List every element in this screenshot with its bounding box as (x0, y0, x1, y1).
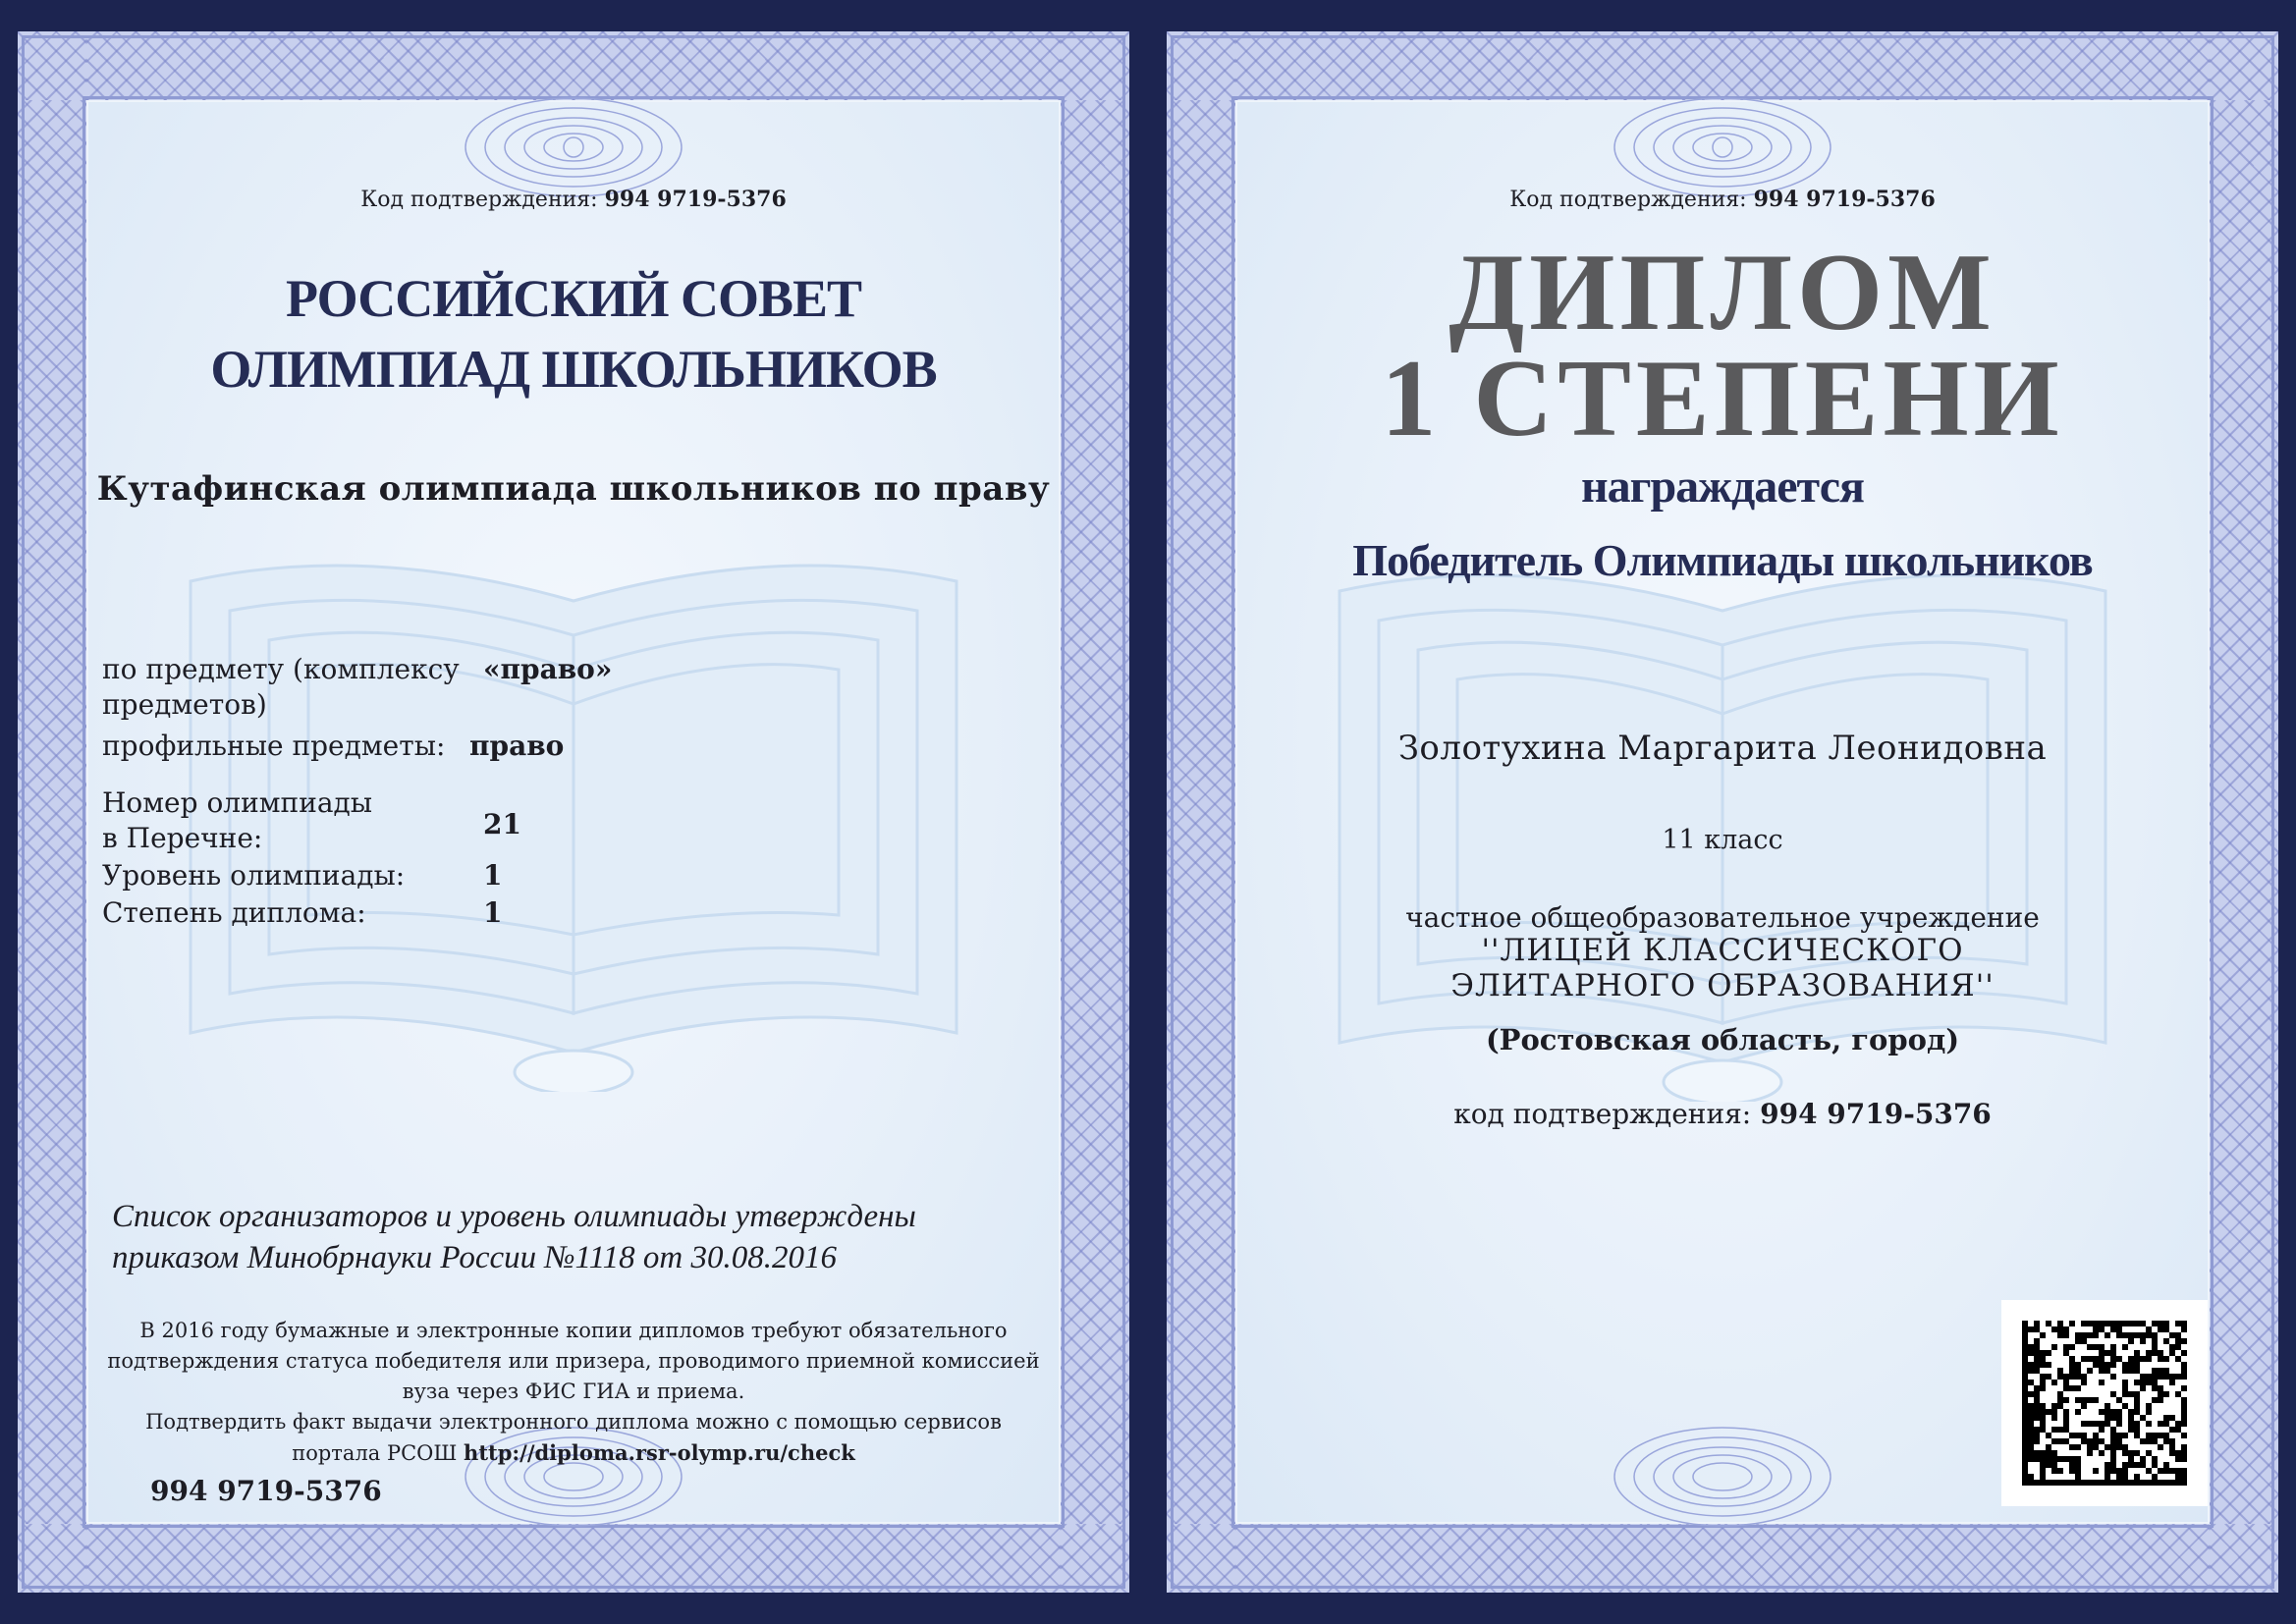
confirmation-code: 994 9719-5376 (604, 187, 787, 212)
diploma-title-line2: 1 СТЕПЕНИ (1381, 338, 2064, 460)
confirmation-code: 994 9719-5376 (1753, 187, 1936, 212)
subject-value-text: «право» (483, 653, 613, 685)
olympiad-number-label-line2: в Перечне: (102, 822, 263, 854)
diploma-title (1167, 232, 2278, 460)
diploma-left-page (18, 31, 1129, 1593)
order-note-line1: Список организаторов и уровень олимпиады утверждены (112, 1199, 916, 1234)
olympiad-number-value-text: 21 (483, 808, 521, 840)
diploma-degree-value (483, 895, 502, 931)
school-type: частное общеобразовательное учреждение (1405, 901, 2040, 934)
recipient-grade: 11 класс (1662, 825, 1783, 855)
diploma-degree-value-text: 1 (483, 896, 503, 929)
info-line5 (77, 1437, 1070, 1469)
olympiad-number-value (483, 807, 521, 842)
subject-label-line1: по предмету (комплексу (102, 653, 460, 685)
subject-label-line2: предметов) (102, 688, 267, 721)
confirmation-label: Код подтверждения: (1509, 188, 1747, 212)
profile-value (469, 729, 564, 764)
school-name-line1: ''ЛИЦЕЙ КЛАССИЧЕСКОГО (1481, 933, 1964, 968)
confirmation-label: Код подтверждения: (360, 188, 598, 212)
diploma-title-line1: ДИПЛОМ (1449, 232, 1996, 353)
qr-code-matrix (2001, 1300, 2208, 1506)
diploma-degree-label: Степень диплома: (102, 896, 366, 929)
bottom-confirmation-code: 994 9719-5376 (150, 1475, 382, 1507)
order-note (112, 1196, 1035, 1278)
subject-label (102, 652, 460, 723)
recipient-name: Золотухина Маргарита Леонидовна (1397, 729, 2048, 768)
confirmation-code-header (1167, 187, 2278, 212)
verification-url: http://diploma.rsr-olymp.ru/check (464, 1440, 855, 1465)
diploma-right-page (1167, 31, 2278, 1593)
confirmation-code-lower (1167, 1098, 2278, 1130)
qr-code-icon (2001, 1300, 2208, 1506)
council-title (18, 263, 1129, 405)
confirmation-code-lower-value: 994 9719-5376 (1760, 1098, 1992, 1130)
subject-value (483, 652, 612, 687)
olympiad-number-label-line1: Номер олимпиады (102, 786, 373, 819)
order-note-line2: приказом Минобрнауки России №1118 от 30.08.2016 (112, 1240, 837, 1275)
info-line4: Подтвердить факт выдачи электронного диплома можно с помощью сервисов (145, 1410, 1002, 1434)
olympiad-level-value-text: 1 (483, 859, 503, 892)
council-title-line1: РОССИЙСКИЙ СОВЕТ (285, 269, 862, 328)
profile-label: профильные предметы: (102, 730, 446, 762)
council-title-line2: ОЛИМПИАД ШКОЛЬНИКОВ (210, 340, 937, 399)
rosette-ornament-icon (1610, 1418, 1835, 1536)
olympiad-level-label: Уровень олимпиады: (102, 859, 406, 892)
profile-value-text: право (469, 730, 565, 762)
confirmation-label-lower: код подтверждения: (1453, 1098, 1752, 1130)
school-name (1167, 933, 2278, 1003)
confirmation-code-header (18, 187, 1129, 212)
school-name-line2: ЭЛИТАРНОГО ОБРАЗОВАНИЯ'' (1450, 968, 1995, 1003)
winner-status: Победитель Олимпиады школьников (1352, 535, 2093, 585)
verification-info (77, 1316, 1070, 1469)
info-line3: вуза через ФИС ГИА и приема. (402, 1380, 745, 1403)
info-line2: подтверждения статуса победителя или призера, проводимого приемной комиссией (107, 1349, 1040, 1373)
olympiad-number-label (102, 785, 372, 856)
school-region: (Ростовская область, город) (1485, 1023, 1960, 1056)
awarded-text: награждается (1581, 460, 1864, 513)
info-line1: В 2016 году бумажные и электронные копии дипломов требуют обязательного (139, 1319, 1008, 1342)
olympiad-level-value (483, 858, 502, 893)
info-line5-prefix: портала РСОШ (292, 1441, 458, 1465)
olympiad-name: Кутафинская олимпиада школьников по праву (96, 469, 1051, 509)
